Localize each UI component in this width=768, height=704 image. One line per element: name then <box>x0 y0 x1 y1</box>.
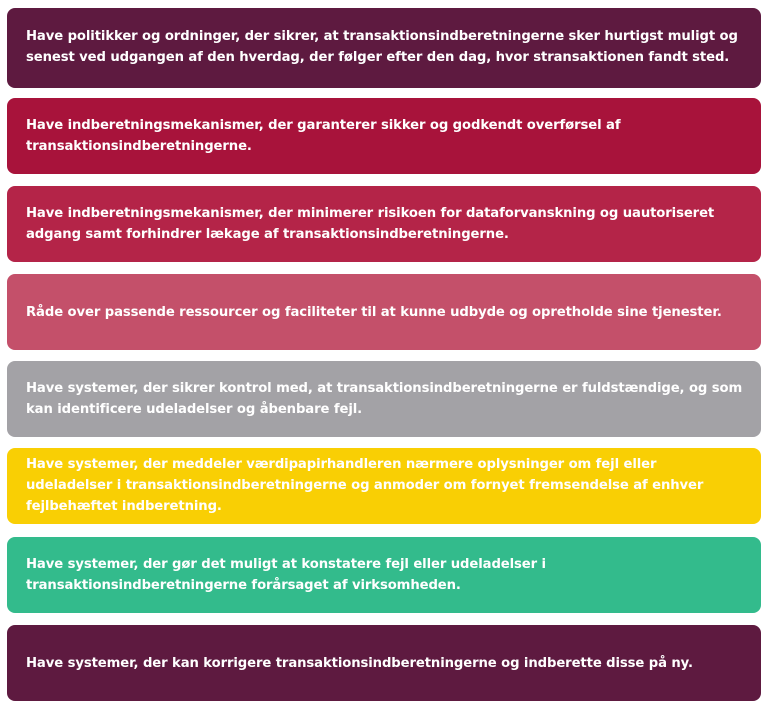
requirement-text-8: Have systemer, der kan korrigere transaktionsindberetningerne og indberette disse på ny. <box>26 655 693 671</box>
requirement-text-4: Råde over passende ressourcer og faciliteter til at kunne udbyde og opretholde sine tjenester. <box>26 304 722 320</box>
requirement-box-8 <box>7 625 761 701</box>
requirement-box-6 <box>7 448 761 524</box>
requirement-text-6: Have systemer, der meddeler værdipapirhandleren nærmere oplysninger om fejl eller udeladelser i transaktionsindberetningerne og anmoder om fornyet fremsendelse af enhver fejlbehæftet indberetning. <box>26 456 704 514</box>
requirement-text-2: Have indberetningsmekanismer, der garanterer sikker og godkendt overførsel af transaktionsindberetningerne. <box>26 118 621 154</box>
requirement-box-1 <box>7 8 761 88</box>
requirement-box-5 <box>7 361 761 437</box>
requirement-box-4 <box>7 274 761 350</box>
requirement-text-1: Have politikker og ordninger, der sikrer, at transaktionsindberetningerne sker hurtigst muligt og senest ved udgangen af den hverdag, der følger efter den dag, hvor stransaktionen fandt sted. <box>26 29 738 65</box>
requirement-text-3: Have indberetningsmekanismer, der minimerer risikoen for dataforvanskning og uautoriseret adgang samt forhindrer lækage af transaktionsindberetningerne. <box>26 206 715 242</box>
requirement-text-5: Have systemer, der sikrer kontrol med, at transaktionsindberetningerne er fuldstændige, og som kan identificere udeladelser og åbenbare fejl. <box>26 381 743 417</box>
requirement-box-3 <box>7 186 761 262</box>
requirement-box-7 <box>7 537 761 613</box>
requirement-box-2 <box>7 98 761 174</box>
requirement-text-7: Have systemer, der gør det muligt at konstatere fejl eller udeladelser i transaktionsindberetningerne forårsaget af virksomheden. <box>26 557 546 593</box>
